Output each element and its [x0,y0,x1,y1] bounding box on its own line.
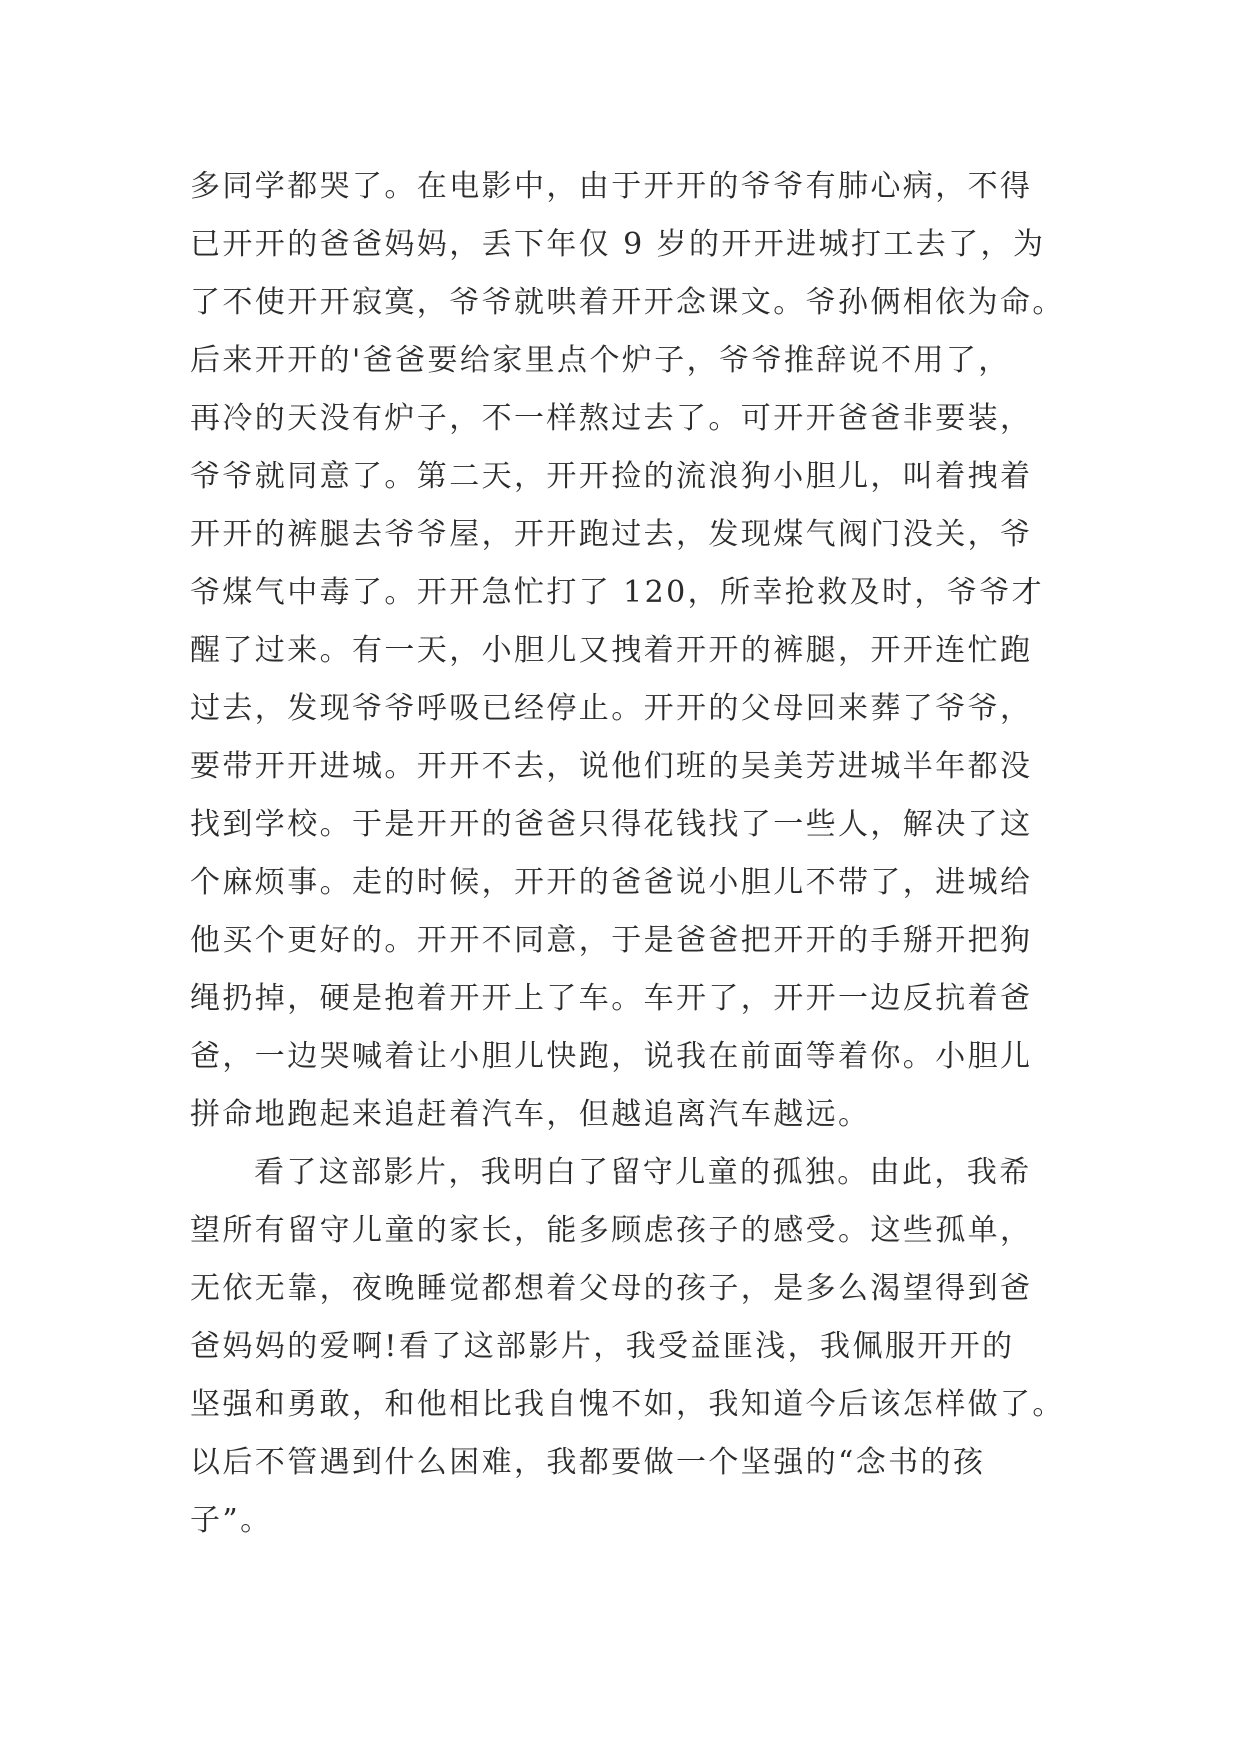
text-line: 个麻烦事。走的时候，开开的爸爸说小胆儿不带了，进城给 [190,865,1033,900]
text-line: 后来开开的'爸爸要给家里点个炉子，爷爷推辞说不用了， [190,343,1011,378]
text-line: 已开开的爸爸妈妈，丢下年仅 9 岁的开开进城打工去了，为 [190,227,1046,262]
text-line: 望所有留守儿童的家长，能多顾虑孩子的感受。这些孤单， [190,1213,1033,1248]
text-line: 子”。 [190,1503,273,1538]
text-line: 开开的裤腿去爷爷屋，开开跑过去，发现煤气阀门没关，爷 [190,517,1033,552]
text-line: 过去，发现爷爷呼吸已经停止。开开的父母回来葬了爷爷， [190,691,1033,726]
paragraph-start-line: 看了这部影片，我明白了留守儿童的孤独。由此，我希 [254,1155,1032,1190]
text-line: 拼命地跑起来追赶着汽车，但越追离汽车越远。 [190,1097,871,1132]
text-line: 无依无靠，夜晚睡觉都想着父母的孩子，是多么渴望得到爸 [190,1271,1033,1306]
text-line: 找到学校。于是开开的爸爸只得花钱找了一些人，解决了这 [190,807,1033,842]
text-line: 要带开开进城。开开不去，说他们班的吴美芳进城半年都没 [190,749,1033,784]
text-line: 爸妈妈的爱啊!看了这部影片，我受益匪浅，我佩服开开的 [190,1329,1015,1364]
text-line: 了不使开开寂寞，爷爷就哄着开开念课文。爷孙俩相依为命。 [190,285,1065,320]
text-line: 多同学都哭了。在电影中，由于开开的爷爷有肺心病，不得 [190,169,1033,204]
text-line: 爸，一边哭喊着让小胆儿快跑，说我在前面等着你。小胆儿 [190,1039,1033,1074]
text-line: 爷煤气中毒了。开开急忙打了 120，所幸抢救及时，爷爷才 [190,575,1044,610]
text-line: 爷爷就同意了。第二天，开开捡的流浪狗小胆儿，叫着拽着 [190,459,1033,494]
text-line: 以后不管遇到什么困难，我都要做一个坚强的“念书的孩 [190,1445,986,1480]
text-line: 他买个更好的。开开不同意，于是爸爸把开开的手掰开把狗 [190,923,1033,958]
text-line: 醒了过来。有一天，小胆儿又拽着开开的裤腿，开开连忙跑 [190,633,1033,668]
text-line: 绳扔掉，硬是抱着开开上了车。车开了，开开一边反抗着爸 [190,981,1033,1016]
text-line: 坚强和勇敢，和他相比我自愧不如，我知道今后该怎样做了。 [190,1387,1065,1422]
text-line: 再冷的天没有炉子，不一样熬过去了。可开开爸爸非要装， [190,401,1033,436]
body-text [190,158,1070,1550]
